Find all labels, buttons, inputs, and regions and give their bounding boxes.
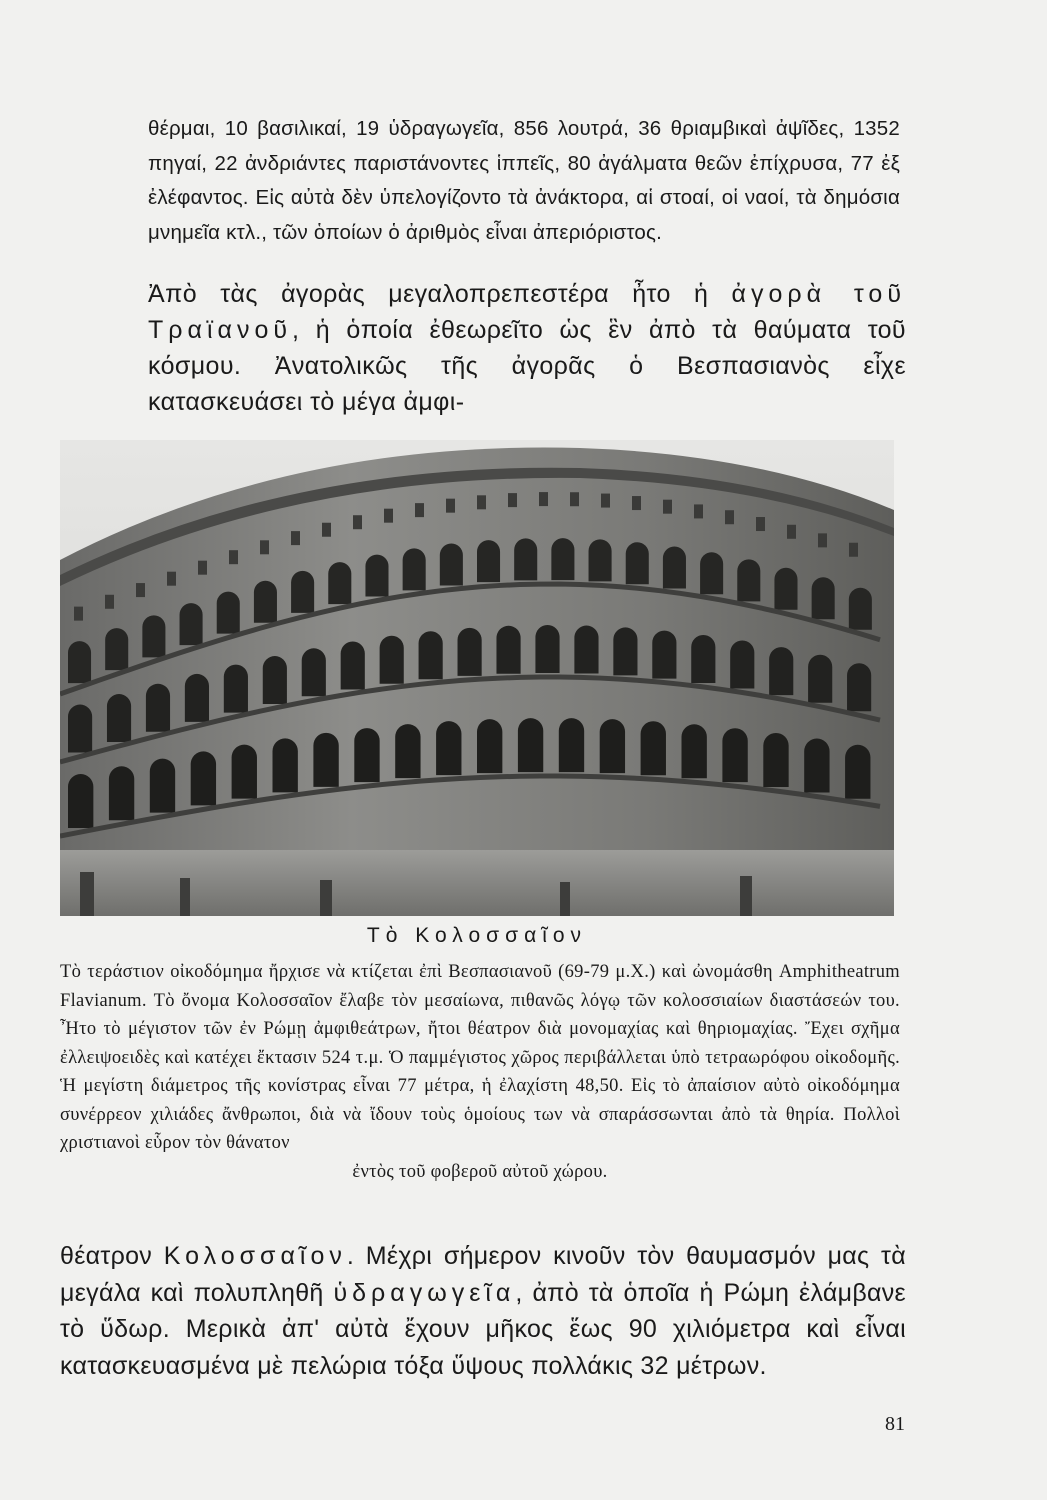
arch-opening <box>354 728 379 782</box>
arch-opening <box>436 721 461 775</box>
attic-window <box>74 607 83 621</box>
arch-opening <box>808 655 832 703</box>
attic-window <box>105 595 114 609</box>
arch-opening <box>737 559 760 601</box>
attic-window <box>601 494 610 508</box>
arch-opening <box>254 581 277 623</box>
arch-opening <box>458 628 482 676</box>
attic-window <box>756 517 765 531</box>
arch-opening <box>691 635 715 683</box>
arch-opening <box>273 738 298 792</box>
arch-opening <box>626 542 649 584</box>
arch-opening <box>641 721 666 775</box>
attic-window <box>477 495 486 509</box>
paragraph-text: . Μέχρι σήμερον κινοῦν τὸν θαυμασμόν μας τὰ μεγάλα καὶ πολυπληθῆ <box>60 1242 906 1307</box>
paragraph-bottom <box>60 1238 906 1384</box>
attic-window <box>198 561 207 575</box>
attic-window <box>384 509 393 523</box>
attic-window <box>632 496 641 510</box>
arch-opening <box>341 641 365 689</box>
arch-opening <box>845 745 870 799</box>
arch-opening <box>663 547 686 589</box>
caption-text: Τὸ τεράστιον οἰκοδόμημα ἤρχισε νὰ κτίζεται ἐπὶ Βεσπασιανοῦ (69-79 μ.Χ.) καὶ ὠνομάσθη Amphitheatrum Flavianum. Τὸ ὄνομα Κολοσσαῖον ἔλαβε τὸν μεσαίωνα, πιθανῶς λόγῳ τῶν κολοσσιαίων διαστάσεών του. Ἦτο τὸ μέγιστον τῶν ἐν Ρώμῃ ἀμφιθεάτρων, ἤτοι θέατρον διὰ μονομαχίας καὶ θηριομαχίας. Ἔχει σχῆμα ἐλλειψοειδὲς καὶ κατέχει ἔκτασιν 524 τ.μ. Ὁ παμμέγιστος χῶρος περιβάλλεται ὑπὸ τετραωρόφου οἰκοδομῆς. Ἡ μεγίστη διάμετρος τῆς κονίστρας εἶναι 77 μέτρα, ἡ ἐλαχίστη 48,50. Εἰς τὸ ἀπαίσιον αὐτὸ οἰκοδόμημα συνέρρεον χιλιάδες ἄνθρωποι, διὰ νὰ ἴδουν τοὺς ὁμοίους των νὰ σπαράσσωνται ἀπὸ τὰ θηρία. Πολλοὶ χριστιανοὶ εὗρον τὸν θάνατον <box>60 962 900 1153</box>
arch-opening <box>68 641 91 683</box>
attic-window <box>229 550 238 564</box>
attic-window <box>136 583 145 597</box>
arch-opening <box>105 628 128 670</box>
arch-opening <box>477 719 502 773</box>
arch-opening <box>68 774 93 828</box>
arch-opening <box>518 718 543 772</box>
arch-opening <box>535 625 559 673</box>
attic-window <box>167 572 176 586</box>
arch-opening <box>395 724 420 778</box>
figure-title: Τὸ Κολοσσαῖον <box>366 924 588 947</box>
arch-opening <box>263 656 287 704</box>
colosseum-photo <box>60 440 894 916</box>
arch-opening <box>185 674 209 722</box>
arch-opening <box>514 538 537 580</box>
attic-window <box>415 503 424 517</box>
attic-window <box>291 531 300 545</box>
arch-opening <box>419 631 443 679</box>
arch-opening <box>496 626 520 674</box>
arch-opening <box>700 552 723 594</box>
attic-window <box>570 492 579 506</box>
arch-opening <box>804 739 829 793</box>
arch-opening <box>142 615 165 657</box>
arch-opening <box>769 647 793 695</box>
arch-opening <box>812 577 835 619</box>
attic-window <box>353 515 362 529</box>
arch-opening <box>146 684 170 732</box>
paragraph-top: θέρμαι, 10 βασιλικαί, 19 ὑδραγωγεῖα, 856 λουτρά, 36 θριαμβικαὶ ἀψῖδες, 1352 πηγαί, 22 ἀνδριάντες παριστάνοντες ἱππεῖς, 80 ἀγάλματα θεῶν ἐπίχρυσα, 77 ἐξ ἐλέφαντος. Εἰς αὐτὰ δὲν ὑπελογίζοντο τὰ ἀνάκτορα, αἱ στοαί, οἱ ναοί, τὰ δημόσια μνημεῖα κτλ., τῶν ὁποίων ὁ ἀριθμὸς εἶναι ἀπεριόριστος. <box>148 117 900 244</box>
attic-window <box>322 523 331 537</box>
arch-opening <box>440 544 463 586</box>
arch-opening <box>150 759 175 813</box>
arch-opening <box>477 540 500 582</box>
attic-window <box>508 493 517 507</box>
emphasis-colosseum: Κολοσσαῖον <box>163 1242 347 1270</box>
attic-window <box>818 533 827 547</box>
arch-opening <box>365 555 388 597</box>
arch-opening <box>380 636 404 684</box>
attic-window <box>787 525 796 539</box>
page-number: 81 <box>885 1413 905 1435</box>
attic-window <box>663 500 672 514</box>
arch-opening <box>191 751 216 805</box>
arch-opening <box>328 562 351 604</box>
arch-opening <box>403 548 426 590</box>
arch-opening <box>722 728 747 782</box>
emphasis-trajan-forum: ἀγορὰ τοῦ Τραϊανοῦ <box>148 280 906 344</box>
arch-opening <box>180 603 203 645</box>
paragraph-text: θέατρον <box>60 1242 164 1270</box>
attic-window <box>694 504 703 518</box>
paragraph-text: , ἡ ὁποία ἐθεωρεῖτο ὡς ἓν ἀπὸ τὰ θαύματα τοῦ κόσμου. Ἀνατολικῶς τῆς ἀγορᾶς ὁ Βεσπασιανὸς εἶχε κατασκευάσει τὸ μέγα ἀμφι- <box>148 316 906 416</box>
attic-window <box>260 540 269 554</box>
arch-opening <box>291 571 314 613</box>
arch-opening <box>589 539 612 581</box>
arch-opening <box>763 733 788 787</box>
arch-opening <box>730 641 754 689</box>
arch-opening <box>551 538 574 580</box>
attic-window <box>539 492 548 506</box>
arch-opening <box>109 766 134 820</box>
attic-window <box>849 543 858 557</box>
emphasis-aqueducts: ὑδραγωγεῖα <box>333 1278 516 1307</box>
arch-opening <box>302 648 326 696</box>
paragraph-text: Ἀπὸ τὰς ἀγορὰς μεγαλοπρεπεστέρα ἦτο ἡ <box>148 280 732 308</box>
attic-window <box>446 499 455 513</box>
arch-opening <box>849 588 872 630</box>
arch-opening <box>68 705 92 753</box>
arch-opening <box>847 663 871 711</box>
arch-opening <box>600 719 625 773</box>
arch-opening <box>574 626 598 674</box>
arch-opening <box>652 631 676 679</box>
arch-opening <box>682 724 707 778</box>
arch-opening <box>232 745 257 799</box>
arch-opening <box>774 568 797 610</box>
arch-opening <box>313 733 338 787</box>
arch-opening <box>224 665 248 713</box>
paragraph-trajan-forum <box>148 276 906 420</box>
arch-opening <box>217 592 240 634</box>
arch-opening <box>107 694 131 742</box>
arch-opening <box>559 718 584 772</box>
caption-last-line: ἐντὸς τοῦ φοβεροῦ αὐτοῦ χώρου. <box>352 1161 608 1182</box>
paragraph-text: , ἀπὸ τὰ ὁποῖα ἡ Ρώμη ἐλάμβανε τὸ ὕδωρ. Μερικὰ ἀπ' αὐτὰ ἔχουν μῆκος ἕως 90 χιλιόμετρα καὶ εἶναι κατασκευασμένα μὲ πελώρια τόξα ὕψους πολλάκις 32 μέτρων. <box>60 1278 906 1380</box>
arch-opening <box>613 627 637 675</box>
attic-window <box>725 510 734 524</box>
figure-caption <box>60 958 900 1186</box>
